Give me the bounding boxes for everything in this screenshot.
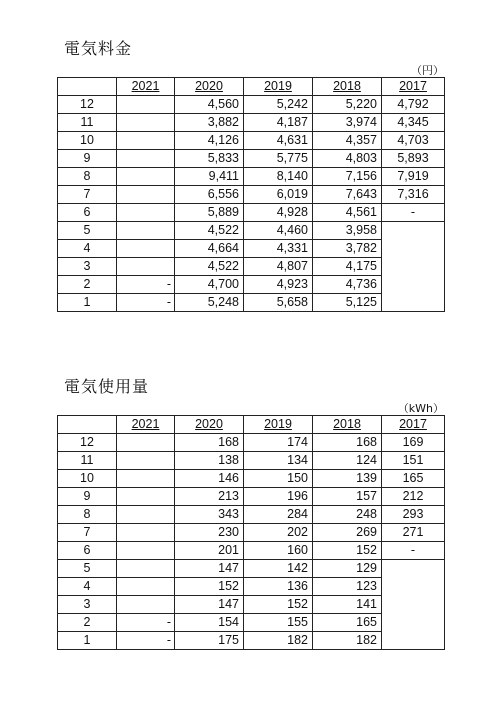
value-cell-2017: 212 [382, 488, 445, 506]
value-cell-2019: 4,187 [244, 114, 313, 132]
value-cell-2018: 248 [313, 506, 382, 524]
value-cell-2021 [117, 578, 175, 596]
value-cell-2017: 4,792 [382, 96, 445, 114]
value-cell-2019: 5,242 [244, 96, 313, 114]
table-row [58, 222, 445, 240]
header-label: 2017 [399, 79, 427, 93]
header-label: 2020 [195, 79, 223, 93]
table-row [58, 132, 445, 150]
value-cell-2020: 3,882 [175, 114, 244, 132]
header-year [244, 78, 313, 96]
value-cell-2020: 147 [175, 596, 244, 614]
header-label: 2021 [131, 79, 160, 93]
value-cell-2019: 5,775 [244, 150, 313, 168]
value-cell-2021: - [117, 294, 175, 312]
month-cell: 1 [58, 632, 117, 650]
value-cell-2021 [117, 452, 175, 470]
header-year [313, 78, 382, 96]
value-cell-2020: 5,889 [175, 204, 244, 222]
value-cell-2020: 4,664 [175, 240, 244, 258]
header-label: 2019 [264, 79, 292, 93]
header-label: 2018 [333, 79, 361, 93]
month-cell: 5 [58, 222, 117, 240]
value-cell-2021 [117, 542, 175, 560]
value-cell-2017: 5,893 [382, 150, 445, 168]
month-cell: 6 [58, 204, 117, 222]
value-cell-2021 [117, 240, 175, 258]
header-year [313, 416, 382, 434]
month-cell: 4 [58, 240, 117, 258]
value-cell-2021 [117, 524, 175, 542]
value-cell-2020: 154 [175, 614, 244, 632]
value-cell-2019: 134 [244, 452, 313, 470]
value-cell-2021 [117, 186, 175, 204]
value-cell-2018: 3,958 [313, 222, 382, 240]
value-cell-2018: 168 [313, 434, 382, 452]
value-cell-2019: 4,923 [244, 276, 313, 294]
value-cell-2020: 4,126 [175, 132, 244, 150]
month-cell: 6 [58, 542, 117, 560]
value-cell-2021 [117, 96, 175, 114]
table-row [58, 452, 445, 470]
header-year [117, 78, 175, 96]
value-cell-2017: 4,703 [382, 132, 445, 150]
header-label: 2017 [399, 417, 427, 431]
value-cell-2018: 152 [313, 542, 382, 560]
value-cell-2020: 168 [175, 434, 244, 452]
value-cell-2020: 138 [175, 452, 244, 470]
header-year [175, 78, 244, 96]
table-row [58, 434, 445, 452]
header-month [58, 416, 117, 434]
table-row [58, 186, 445, 204]
value-cell-2021: - [117, 632, 175, 650]
value-cell-2018: 4,803 [313, 150, 382, 168]
value-cell-2021 [117, 204, 175, 222]
month-cell: 11 [58, 114, 117, 132]
value-cell-2018: 129 [313, 560, 382, 578]
value-cell-2018: 182 [313, 632, 382, 650]
value-cell-2020: 4,700 [175, 276, 244, 294]
value-cell-2018: 3,782 [313, 240, 382, 258]
value-cell-2021 [117, 258, 175, 276]
value-cell-2020: 213 [175, 488, 244, 506]
value-cell-2021: - [117, 614, 175, 632]
fee-unit-label: （円） [411, 64, 444, 77]
usage-section-title: 電気使用量 [64, 377, 150, 396]
value-cell-2018: 139 [313, 470, 382, 488]
table-header-row [58, 78, 445, 96]
value-cell-2017: 169 [382, 434, 445, 452]
value-cell-2019: 152 [244, 596, 313, 614]
value-cell-2018: 165 [313, 614, 382, 632]
month-cell: 4 [58, 578, 117, 596]
header-year [382, 416, 445, 434]
value-cell-2021 [117, 114, 175, 132]
month-cell: 2 [58, 276, 117, 294]
month-cell: 3 [58, 596, 117, 614]
month-cell: 7 [58, 524, 117, 542]
month-cell: 2 [58, 614, 117, 632]
value-cell-2018: 124 [313, 452, 382, 470]
month-cell: 5 [58, 560, 117, 578]
table-row [58, 488, 445, 506]
month-cell: 9 [58, 150, 117, 168]
value-cell-2018: 4,736 [313, 276, 382, 294]
table-row [58, 524, 445, 542]
month-cell: 12 [58, 434, 117, 452]
table-row [58, 542, 445, 560]
value-cell-2018: 4,561 [313, 204, 382, 222]
value-cell-2020: 175 [175, 632, 244, 650]
value-cell-2019: 4,807 [244, 258, 313, 276]
value-cell-2020: 5,833 [175, 150, 244, 168]
value-cell-2018: 269 [313, 524, 382, 542]
fee-section-title: 電気料金 [64, 39, 133, 58]
value-cell-2021 [117, 222, 175, 240]
header-month [58, 78, 117, 96]
value-cell-2020: 6,556 [175, 186, 244, 204]
value-cell-2019: 182 [244, 632, 313, 650]
value-cell-2017: 4,345 [382, 114, 445, 132]
usage-unit-label: （kWh） [397, 402, 444, 415]
value-cell-2018: 123 [313, 578, 382, 596]
empty-cell-2017 [382, 560, 445, 650]
value-cell-2021 [117, 434, 175, 452]
value-cell-2018: 141 [313, 596, 382, 614]
month-cell: 10 [58, 132, 117, 150]
value-cell-2019: 284 [244, 506, 313, 524]
value-cell-2019: 202 [244, 524, 313, 542]
value-cell-2019: 160 [244, 542, 313, 560]
value-cell-2020: 4,522 [175, 222, 244, 240]
month-cell: 7 [58, 186, 117, 204]
value-cell-2018: 5,220 [313, 96, 382, 114]
value-cell-2020: 5,248 [175, 294, 244, 312]
value-cell-2021 [117, 132, 175, 150]
value-cell-2019: 8,140 [244, 168, 313, 186]
value-cell-2020: 4,522 [175, 258, 244, 276]
value-cell-2020: 146 [175, 470, 244, 488]
header-year [382, 78, 445, 96]
value-cell-2020: 9,411 [175, 168, 244, 186]
value-cell-2017: 271 [382, 524, 445, 542]
value-cell-2021 [117, 150, 175, 168]
month-cell: 1 [58, 294, 117, 312]
table-row [58, 96, 445, 114]
table-header-row [58, 416, 445, 434]
header-label: 2021 [131, 417, 160, 431]
table-row [58, 114, 445, 132]
value-cell-2017: 7,919 [382, 168, 445, 186]
value-cell-2019: 4,331 [244, 240, 313, 258]
month-cell: 8 [58, 506, 117, 524]
value-cell-2018: 5,125 [313, 294, 382, 312]
value-cell-2020: 152 [175, 578, 244, 596]
value-cell-2019: 155 [244, 614, 313, 632]
value-cell-2019: 4,460 [244, 222, 313, 240]
value-cell-2019: 5,658 [244, 294, 313, 312]
value-cell-2019: 136 [244, 578, 313, 596]
value-cell-2017: 293 [382, 506, 445, 524]
header-year [244, 416, 313, 434]
value-cell-2019: 142 [244, 560, 313, 578]
month-cell: 12 [58, 96, 117, 114]
value-cell-2018: 7,643 [313, 186, 382, 204]
value-cell-2019: 174 [244, 434, 313, 452]
value-cell-2018: 157 [313, 488, 382, 506]
value-cell-2021 [117, 596, 175, 614]
value-cell-2018: 3,974 [313, 114, 382, 132]
value-cell-2017: - [382, 204, 445, 222]
month-cell: 8 [58, 168, 117, 186]
usage-table [57, 415, 445, 650]
header-year [175, 416, 244, 434]
value-cell-2020: 230 [175, 524, 244, 542]
table-row [58, 168, 445, 186]
value-cell-2017: - [382, 542, 445, 560]
month-cell: 10 [58, 470, 117, 488]
value-cell-2018: 4,175 [313, 258, 382, 276]
header-label: 2019 [264, 417, 292, 431]
month-cell: 3 [58, 258, 117, 276]
table-row [58, 150, 445, 168]
month-cell: 9 [58, 488, 117, 506]
table-row [58, 560, 445, 578]
value-cell-2019: 4,928 [244, 204, 313, 222]
value-cell-2021: - [117, 276, 175, 294]
value-cell-2019: 196 [244, 488, 313, 506]
value-cell-2020: 147 [175, 560, 244, 578]
header-label: 2020 [195, 417, 223, 431]
value-cell-2021 [117, 470, 175, 488]
table-row [58, 204, 445, 222]
empty-cell-2017 [382, 222, 445, 312]
header-year [117, 416, 175, 434]
value-cell-2021 [117, 506, 175, 524]
value-cell-2019: 6,019 [244, 186, 313, 204]
value-cell-2017: 151 [382, 452, 445, 470]
fee-table [57, 77, 445, 312]
value-cell-2019: 4,631 [244, 132, 313, 150]
table-row [58, 506, 445, 524]
value-cell-2017: 165 [382, 470, 445, 488]
table-row [58, 470, 445, 488]
value-cell-2020: 343 [175, 506, 244, 524]
value-cell-2020: 4,560 [175, 96, 244, 114]
value-cell-2021 [117, 168, 175, 186]
value-cell-2021 [117, 560, 175, 578]
value-cell-2019: 150 [244, 470, 313, 488]
value-cell-2018: 7,156 [313, 168, 382, 186]
value-cell-2021 [117, 488, 175, 506]
value-cell-2017: 7,316 [382, 186, 445, 204]
value-cell-2020: 201 [175, 542, 244, 560]
value-cell-2018: 4,357 [313, 132, 382, 150]
header-label: 2018 [333, 417, 361, 431]
month-cell: 11 [58, 452, 117, 470]
